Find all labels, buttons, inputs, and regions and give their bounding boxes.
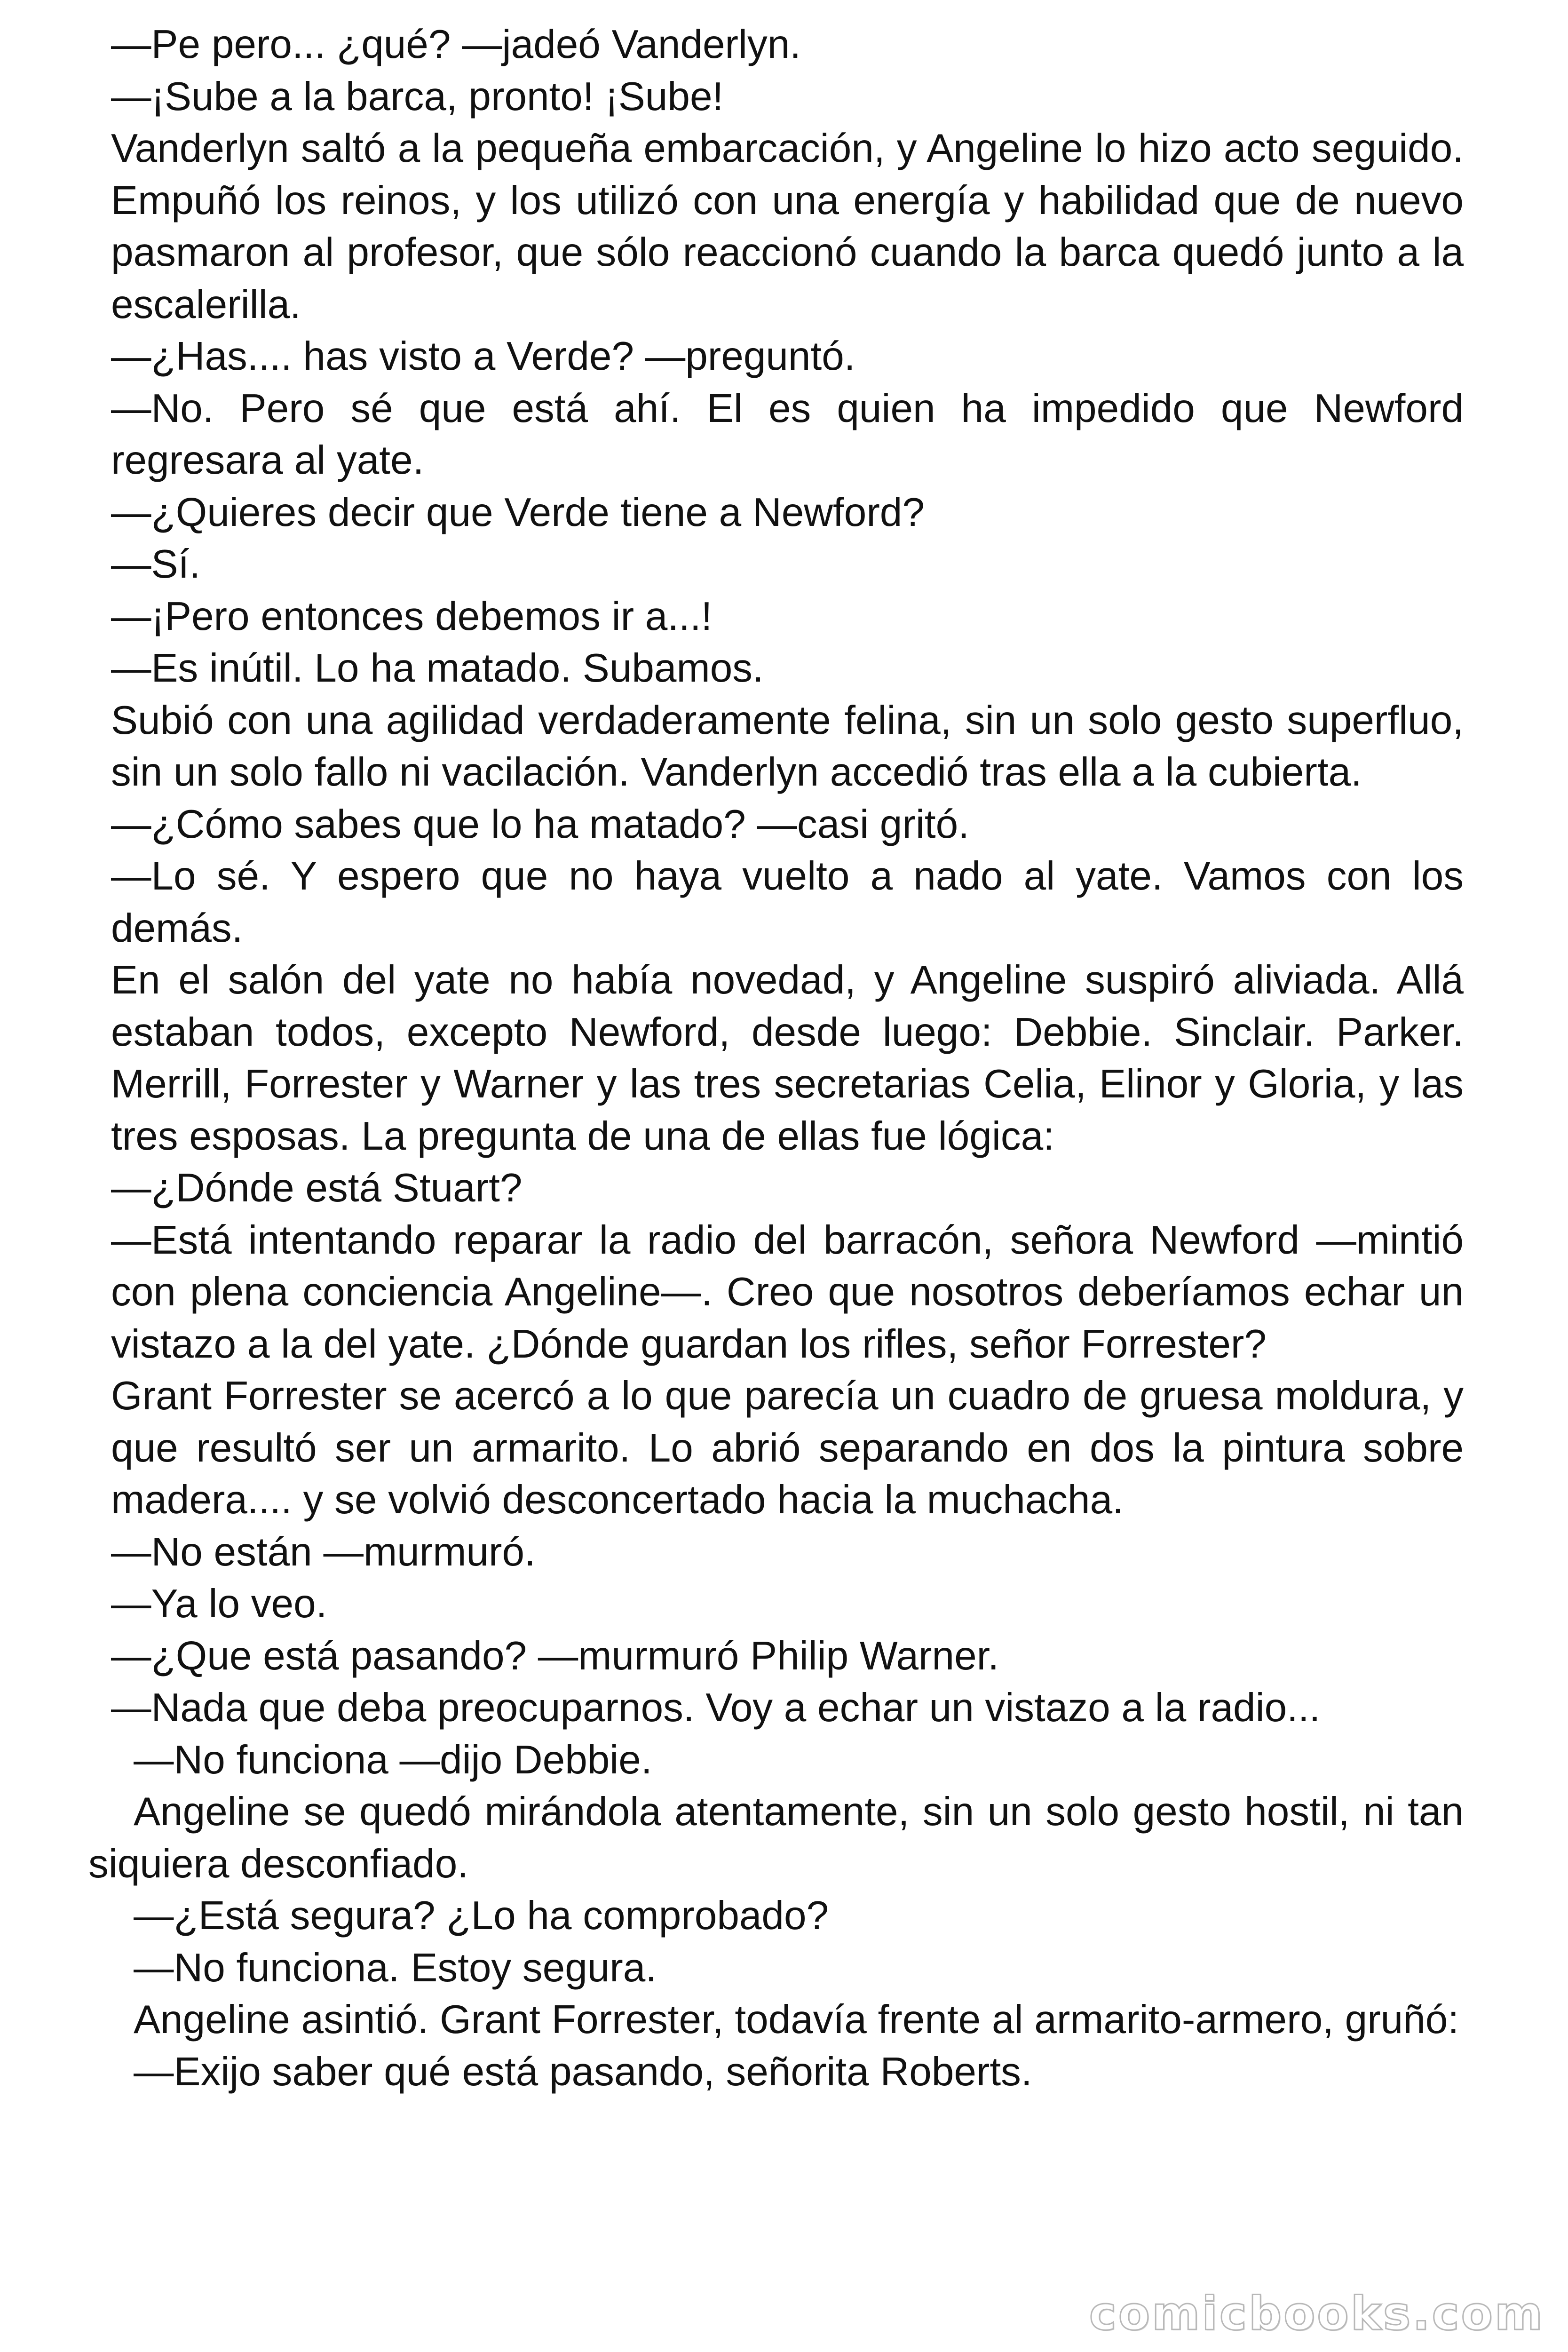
paragraph: —Lo sé. Y espero que no haya vuelto a nado al yate. Vamos con los demás. xyxy=(111,854,1464,951)
paragraph: —¿Está segura? ¿Lo ha comprobado? xyxy=(134,1893,829,1938)
paragraph: Angeline asintió. Grant Forrester, todavía frente al armarito-armero, gruñó: xyxy=(134,1997,1459,2042)
paragraph: —¡Sube a la barca, pronto! ¡Sube! xyxy=(111,74,724,119)
paragraph: —¿Cómo sabes que lo ha matado? —casi gritó. xyxy=(111,802,969,847)
paragraph: —¿Que está pasando? —murmuró Philip Warner. xyxy=(111,1633,999,1678)
paragraph: Vanderlyn saltó a la pequeña embarcación, y Angeline lo hizo acto seguido. Empuñó los reinos, y los utilizó con una energía y habilidad que de nuevo pasmaron al profesor, que sólo reaccionó cuando la barca quedó junto a la escalerilla. xyxy=(111,126,1464,327)
paragraph: —Está intentando reparar la radio del barracón, señora Newford —mintió con plena conciencia Angeline—. Creo que nosotros deberíamos echar un vistazo a la del yate. ¿Dónde guardan los rifles, señor Forrester? xyxy=(111,1217,1464,1367)
paragraph: —No funciona —dijo Debbie. xyxy=(134,1737,652,1782)
paragraph: —No funciona. Estoy segura. xyxy=(134,1945,657,1990)
paragraph: —¿Quieres decir que Verde tiene a Newford? xyxy=(111,490,925,535)
paragraph: Grant Forrester se acercó a lo que parecía un cuadro de gruesa moldura, y que resultó ser un armarito. Lo abrió separando en dos la pintura sobre madera.... y se volvió desconcertado hacia la muchacha. xyxy=(111,1374,1464,1522)
paragraph: Subió con una agilidad verdaderamente felina, sin un solo gesto superfluo, sin un solo fallo ni vacilación. Vanderlyn accedió tras ella a la cubierta. xyxy=(111,698,1464,795)
paragraph: Angeline se quedó mirándola atentamente, sin un solo gesto hostil, ni tan siquiera desconfiado. xyxy=(88,1789,1464,1886)
watermark-logo: comicbooks.com xyxy=(1089,2287,1544,2341)
paragraph: —¿Dónde está Stuart? xyxy=(111,1166,523,1210)
paragraph: —Nada que deba preocuparnos. Voy a echar un vistazo a la radio... xyxy=(111,1685,1321,1730)
paragraph: —Es inútil. Lo ha matado. Subamos. xyxy=(111,646,764,691)
paragraph: —Exijo saber qué está pasando, señorita Roberts. xyxy=(134,2049,1032,2094)
paragraph: En el salón del yate no había novedad, y Angeline suspiró aliviada. Allá estaban todos, excepto Newford, desde luego: Debbie. Sinclair. Parker. Merrill, Forrester y Warner y las tres secretarias Celia, Elinor y Gloria, y las tres esposas. La pregunta de una de ellas fue lógica: xyxy=(111,958,1464,1159)
text-column xyxy=(88,19,1464,2098)
paragraph: —¡Pero entonces debemos ir a...! xyxy=(111,594,713,639)
paragraph: —Pe pero... ¿qué? —jadeó Vanderlyn. xyxy=(111,22,801,67)
paragraph: —No. Pero sé que está ahí. El es quien ha impedido que Newford regresara al yate. xyxy=(111,386,1464,483)
paragraph: —¿Has.... has visto a Verde? —preguntó. xyxy=(111,334,855,379)
paragraph: —No están —murmuró. xyxy=(111,1529,536,1574)
paragraph: —Sí. xyxy=(111,542,201,587)
paragraph: —Ya lo veo. xyxy=(111,1581,327,1626)
indented-section xyxy=(88,1734,1464,2098)
